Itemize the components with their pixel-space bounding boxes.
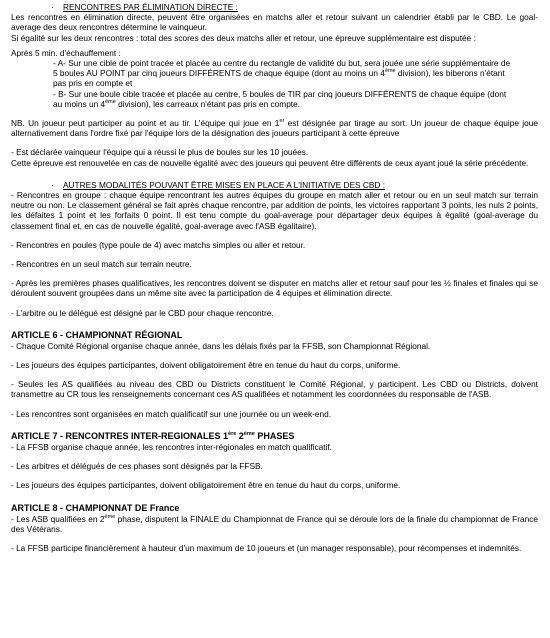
paragraph: - La FFSB organise chaque année, les rencontres inter-régionales en match qualificatif. [11,441,332,452]
paragraph: Si égalité sur les deux rencontres : total des scores des deux matchs aller et retour, une épreuve supplémentaire est disputée : [11,32,476,43]
paragraph: - Après les premières phases qualificatives, les rencontres doivent se disputer en matchs aller et retour sauf pour les ½ finales et finales qui se déroulent souvent groupées dans un même site avec la participation de 4 équipes et élimination directe. [11,278,538,299]
bullet-icon: · [51,179,54,190]
paragraph: - Les joueurs des équipes participantes, doivent obligatoirement être en tenue du haut du corps, uniforme. [11,480,401,491]
bullet-icon: · [51,2,54,12]
article-8-title: ARTICLE 8 - CHAMPIONNAT DE France [11,502,180,513]
paragraph: - L'arbitre ou le délégué est désigné par le CBD pour chaque rencontre. [11,307,274,318]
paragraph: - Les ASB qualifiées en 2ème phase, disputent la FINALE du Championnat de France qui se déroule lors de la finale du championnat de France des Vétérans. [11,513,538,534]
paragraph: - Les rencontres sont organisées en match qualificatif sur une journée ou un week-end. [11,408,332,419]
paragraph: Après 5 min. d'échauffement : [11,47,121,58]
paragraph: Cette épreuve est renouvelée en cas de nouvelle égalité avec des joueurs qui peuvent être différents de ceux ayant joué la série précédente. [11,157,529,168]
list-item: - A- Sur une cible de point tracée et placée au centre du rectangle de validité du but, sera jouée une série supplémentaire de [53,58,511,69]
paragraph: - Rencontres en poules (type poule de 4) avec matchs simples ou aller et retour. [11,239,306,250]
section-title-other-modalities: · AUTRES MODALITÉS POUVANT ÊTRE MISES EN PLACE A L'INITIATIVE DES CBD : [51,179,386,190]
article-6-title: ARTICLE 6 - CHAMPIONNAT RÉGIONAL [11,329,183,340]
list-item: - B- Sur une boule cible tracée et placée au centre, 5 boules de TIR par cinq joueurs DIFFÉRENTS de chaque équipe (dont [53,88,507,99]
paragraph: - Les arbitres et délégués de ces phases sont désignés par la FFSB. [11,461,263,472]
paragraph: - Les joueurs des équipes participantes, doivent obligatoirement être en tenue du haut du corps, uniforme. [11,360,401,371]
paragraph: - Chaque Comité Régional organise chaque année, dans les délais fixés par la FFSB, son Championnat Régional. [11,340,431,351]
list-item: au moins un 4ème division), les carreaux n'étant pas pris en compte. [53,98,301,109]
paragraph: - Rencontres en groupe : chaque équipe rencontrant les autres équipes du groupe en match aller et retour ou en un seul match sur terrain neutre ou non. Le classement général se fait après chaque rencontre, par addition de points, les victoires rapportant 3 points, les nuls 2 points, les défaites 1 point et les forfaits 0 point. Il est tenu compte du goal-average pour départager deux équipes à égalité (goal-average du classement final et, en cas de nouvelle égalité, goal-average avec l'ASB égalitaire). [11,190,538,231]
paragraph: - Seules les AS qualifiées au niveau des CBD ou Districts constituent le Comité Régional, y participent. Les CBD ou Districts, doivent transmettre au CR tous les renseignements concernant ces AS qualifiées et notamment les coordonnées du responsable de l'ASB. [11,379,538,400]
paragraph: - Rencontres en un seul match sur terrain neutre. [11,259,192,270]
paragraph: - La FFSB participe financièrement à hauteur d'un maximum de 10 joueurs et (un manager responsable), pour récompenses et indemnités. [11,542,522,553]
paragraph: - Est déclarée vainqueur l'équipe qui a réussi le plus de boules sur les 10 jouées. [11,147,309,158]
article-7-title: ARTICLE 7 - RENCONTRES INTER-REGIONALES 1ère 2ème PHASES [11,430,295,441]
section-title-elimination: · RENCONTRES PAR ÉLIMINATION DIRECTE : [51,2,238,12]
list-item: 5 boules AU POINT par cinq joueurs DIFFÉRENTS de chaque équipe (dont au moins un 4ème division), les biberons n'étant [53,68,505,79]
paragraph: Les rencontres en élimination directe, peuvent être organisées en matchs aller et retour suivant un calendrier établi par le CBD. Le goal-average des deux rencontres détermine le vainqueur. [11,12,538,33]
list-item: pas pris en compte et [53,78,133,89]
note-paragraph: NB. Un joueur peut participer au point et au tir. L'équipe qui joue en 1er est désignée par tirage au sort. Un joueur de chaque équipe joue alternativement dans l'ordre fixé par l'équipe lors de la désignation des joueurs participant à cette épreuve [11,118,538,139]
